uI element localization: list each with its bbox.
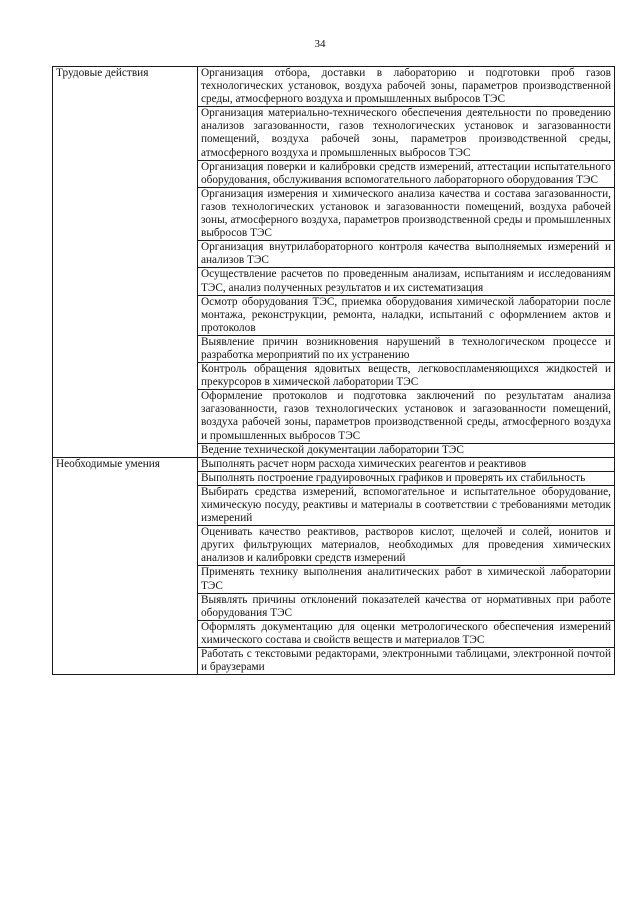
section-item: Осмотр оборудования ТЭС, приемка оборудования химической лаборатории после монтажа, реконструкции, ремонта, наладки, испытаний с оформлением актов и протоколов — [198, 295, 615, 335]
section-item: Применять технику выполнения аналитических работ в химической лаборатории ТЭС — [198, 566, 615, 593]
section-item: Выполнять построение градуировочных графиков и проверять их стабильность — [198, 471, 615, 485]
section-label: Трудовые действия — [53, 67, 198, 458]
section-item: Оформлять документацию для оценки метрологического обеспечения измерений химического состава и свойств веществ и материалов ТЭС — [198, 620, 615, 647]
section-item: Выявление причин возникновения нарушений в технологическом процессе и разработка мероприятий по их устранению — [198, 335, 615, 362]
section-item: Осуществление расчетов по проведенным анализам, испытаниям и исследованиям ТЭС, анализ полученных результатов и их систематизация — [198, 268, 615, 295]
section-item: Организация измерения и химического анализа качества и состава загазованности, газов технологических установок и загазованности помещений, воздуха рабочей зоны, атмосферного воздуха, параметров производственной среды и промышленных выбросов ТЭС — [198, 187, 615, 240]
section-item: Организация поверки и калибровки средств измерений, аттестации испытательного оборудования, обслуживания вспомогательного лабораторного оборудования ТЭС — [198, 160, 615, 187]
section-item: Работать с текстовыми редакторами, электронными таблицами, электронной почтой и браузерами — [198, 648, 615, 675]
competency-table — [52, 66, 615, 675]
section-item: Организация материально-технического обеспечения деятельности по проведению анализов загазованности, газов технологических установок и загазованности помещений, воздуха рабочей зоны, параметров производственной среды, атмосферного воздуха и промышленных выбросов ТЭС — [198, 107, 615, 160]
section-label: Необходимые умения — [53, 457, 198, 675]
section-item: Оценивать качество реактивов, растворов кислот, щелочей и солей, ионитов и других фильтрующих материалов, необходимых для проведения химических анализов и калибровки средств измерений — [198, 526, 615, 566]
section-item: Выполнять расчет норм расхода химических реагентов и реактивов — [198, 457, 615, 471]
page-number: 34 — [314, 38, 326, 50]
section-item: Контроль обращения ядовитых веществ, легковоспламеняющихся жидкостей и прекурсоров в химической лаборатории ТЭС — [198, 363, 615, 390]
section-item: Организация отбора, доставки в лабораторию и подготовки проб газов технологических установок, воздуха рабочей зоны, параметров производственной среды, атмосферного воздуха и промышленных выбросов ТЭС — [198, 67, 615, 107]
table-body — [53, 67, 615, 675]
table-row — [53, 67, 615, 107]
section-item: Выявлять причины отклонений показателей качества от нормативных при работе оборудования ТЭС — [198, 593, 615, 620]
section-item: Организация внутрилабораторного контроля качества выполняемых измерений и анализов ТЭС — [198, 241, 615, 268]
section-item: Оформление протоколов и подготовка заключений по результатам анализа загазованности, газов технологических установок и загазованности помещений, воздуха рабочей зоны, параметров производственной среды, атмосферного воздуха и промышленных выбросов ТЭС — [198, 390, 615, 443]
table-row — [53, 457, 615, 471]
section-item: Ведение технической документации лаборатории ТЭС — [198, 443, 615, 457]
section-item: Выбирать средства измерений, вспомогательное и испытательное оборудование, химическую посуду, реактивы и материалы в соответствии с требованиями методик измерений — [198, 485, 615, 525]
